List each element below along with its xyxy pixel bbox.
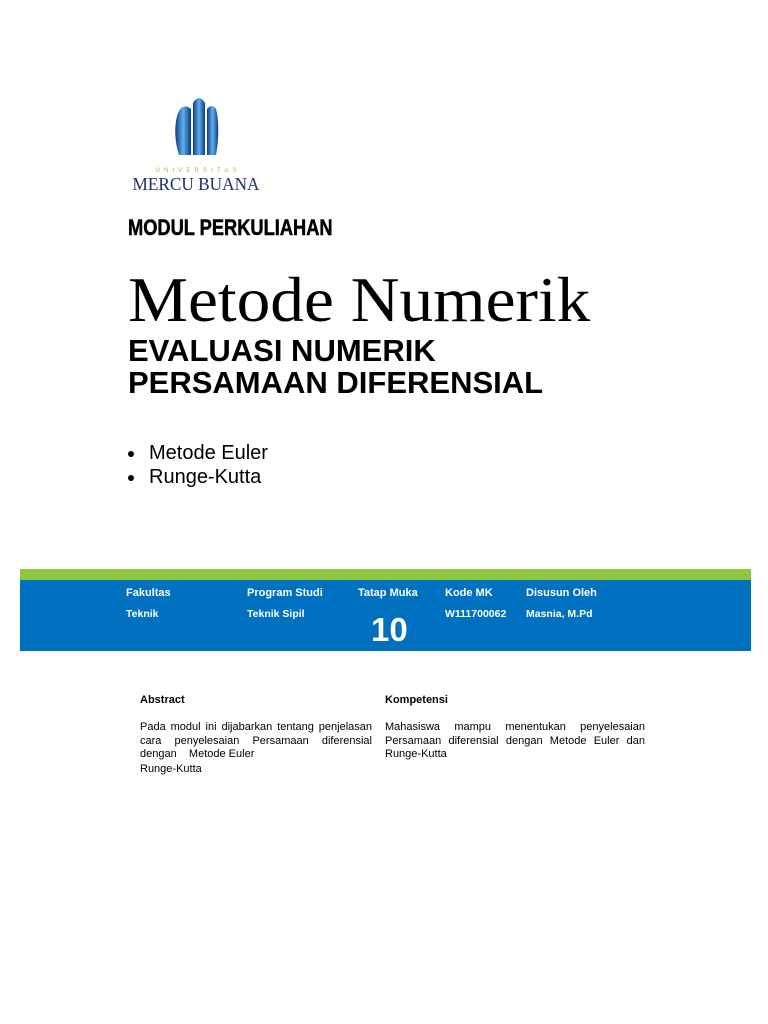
- info-value: Masnia, M.Pd: [526, 608, 593, 620]
- module-label: MODUL PERKULIAHAN: [128, 215, 333, 240]
- meeting-number: 10: [371, 611, 408, 648]
- kompetensi-heading: Kompetensi: [385, 694, 448, 706]
- abstract-line: dengan Metode Euler: [140, 748, 255, 760]
- info-column-tatap-muka: [358, 586, 418, 646]
- abstract-line: cara penyelesaian Persamaan diferensial: [140, 734, 372, 747]
- abstract-heading: Abstract: [140, 694, 185, 706]
- kompetensi-line: Runge-Kutta: [385, 748, 447, 760]
- emblem-right-flame: [207, 106, 218, 155]
- subtitle-line: EVALUASI NUMERIK: [128, 333, 436, 368]
- logo-name: MERCU BUANA: [132, 174, 260, 194]
- bullet-icon: [128, 475, 134, 481]
- emblem-left-flame: [175, 106, 191, 155]
- course-title: Metode Numerik: [128, 265, 591, 335]
- subtitle-line: PERSAMAAN DIFERENSIAL: [128, 365, 544, 400]
- info-column-fakultas: [126, 586, 171, 621]
- kompetensi-line: Persamaan diferensial dengan Metode Euler dan: [385, 734, 645, 747]
- university-logo: [128, 88, 264, 194]
- abstract-text: [140, 721, 372, 777]
- info-column-disusun-oleh: [526, 586, 597, 621]
- emblem-center-flame: [193, 98, 205, 155]
- bullet-icon: [128, 451, 134, 457]
- info-value: Teknik Sipil: [247, 608, 305, 620]
- info-header: Disusun Oleh: [526, 587, 597, 599]
- info-value: W111700062: [445, 608, 507, 620]
- info-value: Teknik: [126, 608, 159, 620]
- abstract-line: Pada modul ini dijabarkan tentang penjelasan: [140, 721, 372, 733]
- kompetensi-text: [385, 721, 645, 762]
- green-stripe: [20, 569, 751, 580]
- subtitle: [128, 335, 543, 399]
- topic-label: Metode Euler: [149, 442, 268, 464]
- info-header: Tatap Muka: [358, 587, 418, 599]
- abstract-line: Runge-Kutta: [140, 763, 202, 775]
- info-column-program-studi: [247, 586, 323, 621]
- logo-university-label: UNIVERSITAS: [155, 168, 237, 174]
- kompetensi-line: Mahasiswa mampu menentukan penyelesaian: [385, 721, 645, 733]
- info-header: Program Studi: [247, 587, 323, 599]
- logo-emblem-icon: [175, 98, 218, 155]
- info-header: Kode MK: [445, 587, 493, 599]
- topic-label: Runge-Kutta: [149, 466, 262, 488]
- info-column-kode-mk: [445, 586, 506, 621]
- logo-graphic: [128, 88, 264, 194]
- info-header: Fakultas: [126, 587, 171, 599]
